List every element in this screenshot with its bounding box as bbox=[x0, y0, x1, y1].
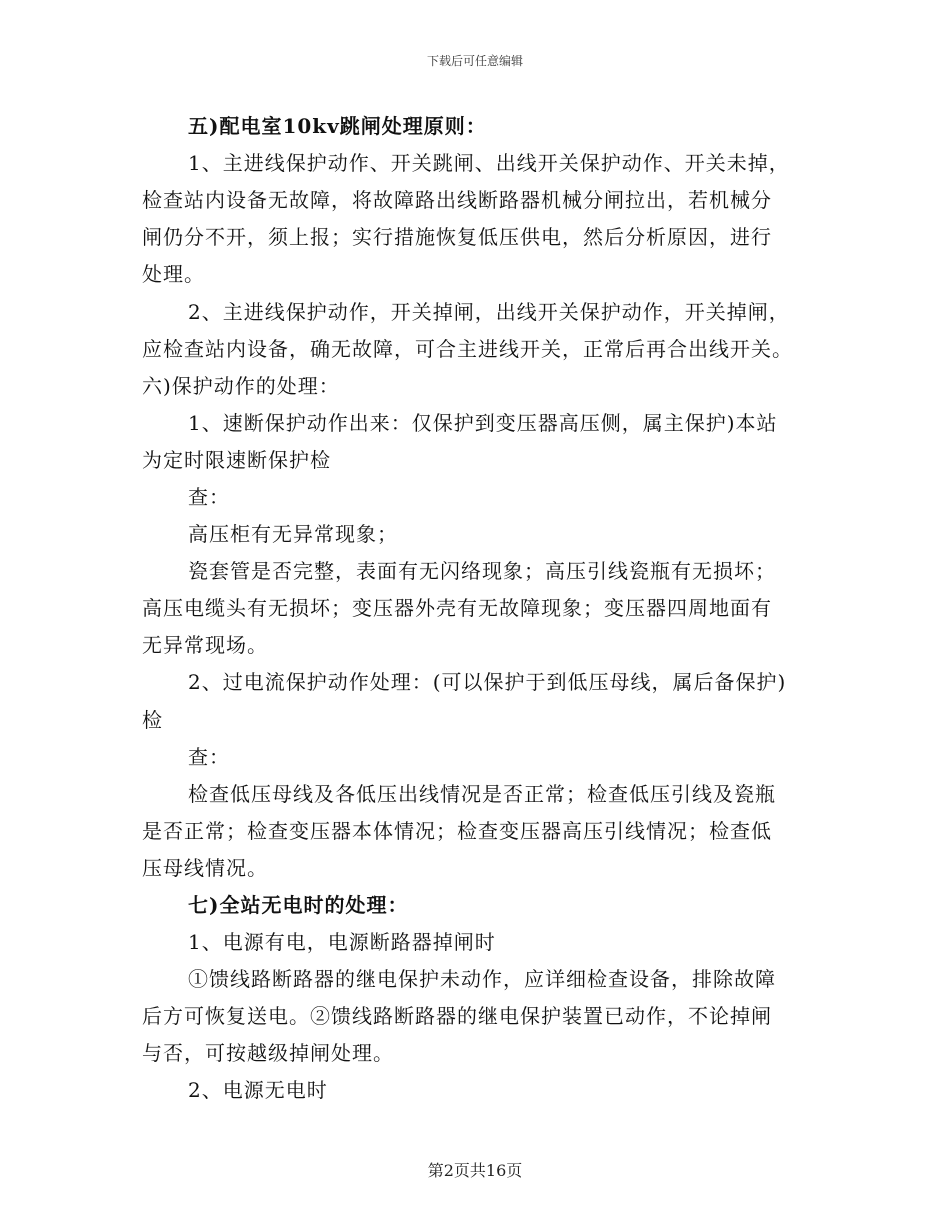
paragraph-line: 1、主进线保护动作、开关跳闸、出线开关保护动作、开关未掉， bbox=[188, 151, 790, 175]
paragraph-line: 后方可恢复送电。②馈线路断路器的继电保护装置已动作，不论掉闸 bbox=[142, 1004, 772, 1028]
paragraph-line: 高压电缆头有无损坏；变压器外壳有无故障现象；变压器四周地面有 bbox=[142, 596, 772, 620]
paragraph-line: 瓷套管是否完整，表面有无闪络现象；高压引线瓷瓶有无损坏； bbox=[188, 559, 776, 583]
paragraph-line: 高压柜有无异常现象； bbox=[188, 522, 398, 546]
paragraph-line: 压母线情况。 bbox=[142, 856, 268, 880]
paragraph-line: 为定时限速断保护检 bbox=[142, 448, 331, 472]
paragraph-line: 2、主进线保护动作，开关掉闸，出线开关保护动作，开关掉闸， bbox=[188, 300, 790, 324]
paragraph-line: 2、过电流保护动作处理：(可以保护于到低压母线，属后备保护) bbox=[188, 670, 787, 694]
section-heading-6: 六)保护动作的处理： bbox=[142, 374, 340, 398]
section-heading-5: 五)配电室10kv跳闸处理原则： bbox=[188, 114, 487, 138]
paragraph-line: 查： bbox=[188, 745, 230, 769]
paragraph-line: 处理。 bbox=[142, 262, 205, 286]
paragraph-line: 2、电源无电时 bbox=[188, 1078, 328, 1102]
paragraph-line: 与否，可按越级掉闸处理。 bbox=[142, 1041, 394, 1065]
section-heading-7: 七)全站无电时的处理： bbox=[188, 893, 409, 917]
paragraph-line: 是否正常；检查变压器本体情况；检查变压器高压引线情况；检查低 bbox=[142, 819, 772, 843]
paragraph-line: 检查低压母线及各低压出线情况是否正常；检查低压引线及瓷瓶 bbox=[188, 782, 776, 806]
paragraph-line: 检 bbox=[142, 708, 163, 732]
paragraph-line: ①馈线路断路器的继电保护未动作，应详细检查设备，排除故障 bbox=[188, 967, 776, 991]
paragraph-line: 1、电源有电，电源断路器掉闸时 bbox=[188, 930, 496, 954]
paragraph-line: 无异常现场。 bbox=[142, 633, 268, 657]
paragraph-line: 应检查站内设备，确无故障，可合主进线开关，正常后再合出线开关。 bbox=[142, 337, 793, 361]
page-footer: 第2页共16页 bbox=[427, 1161, 523, 1180]
page-header: 下载后可任意编辑 bbox=[426, 54, 523, 68]
paragraph-line: 1、速断保护动作出来：仅保护到变压器高压侧，属主保护)本站 bbox=[188, 411, 778, 435]
paragraph-line: 闸仍分不开，须上报；实行措施恢复低压供电，然后分析原因，进行 bbox=[142, 225, 772, 249]
paragraph-line: 检查站内设备无故障，将故障路出线断路器机械分闸拉出，若机械分 bbox=[142, 188, 772, 212]
paragraph-line: 查： bbox=[188, 485, 230, 509]
